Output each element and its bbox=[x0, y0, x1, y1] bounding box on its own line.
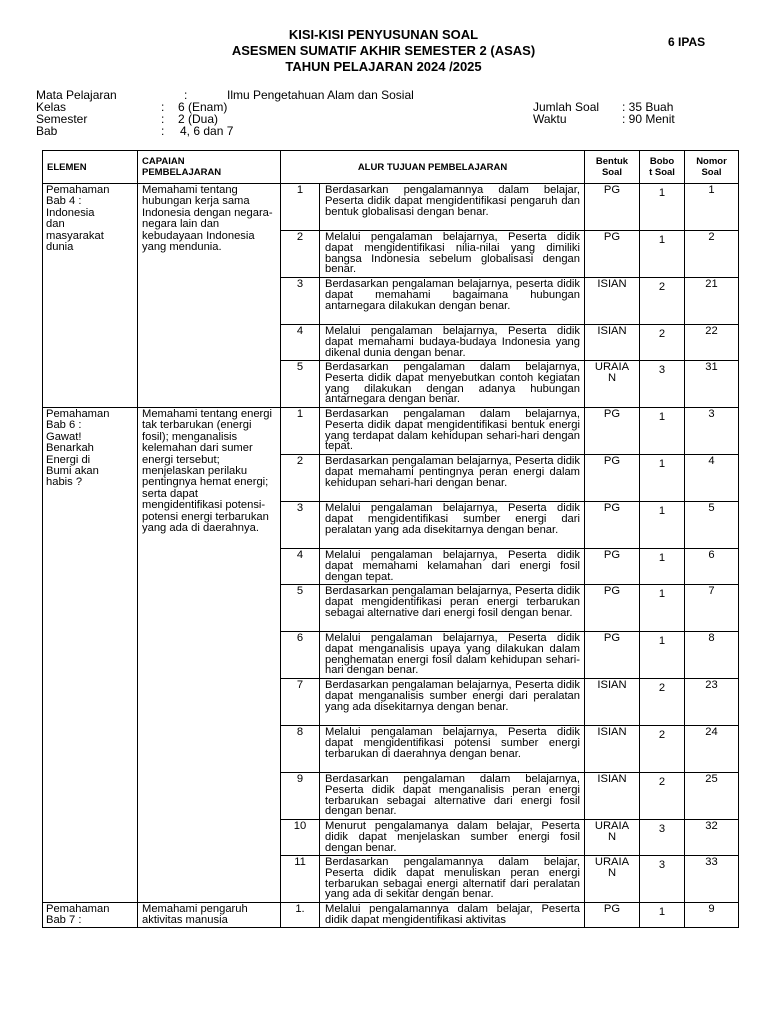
bab-sep: : bbox=[161, 124, 165, 138]
alur-tujuan-cell: Melalui pengalamannya dalam belajar, Peserta didik dapat mengidentifikasi aktivitas bbox=[320, 903, 585, 928]
alur-tujuan-cell: Berdasarkan pengalaman belajarnya, Peserta didik dapat mengidentifikasi peran energi terbarukan sebagai alternative dari energi fosil dengan benar. bbox=[320, 585, 585, 632]
row-number-cell: 11 bbox=[281, 856, 320, 903]
header-bentuk: Bentuk Soal bbox=[585, 151, 640, 184]
waktu-value: : 90 Menit bbox=[622, 112, 675, 126]
capaian-cell: Memahami tentang hubungan kerja sama Indonesia dengan negara-negara lain dan kebudayaan Indonesia yang mendunia. bbox=[138, 184, 281, 408]
bobot-soal-cell: 3 bbox=[640, 361, 685, 408]
nomor-soal-cell: 6 bbox=[685, 549, 739, 585]
row-number-cell: 9 bbox=[281, 773, 320, 820]
bentuk-soal-cell: ISIAN bbox=[585, 679, 640, 726]
row-number-cell: 3 bbox=[281, 278, 320, 325]
bentuk-soal-cell: PG bbox=[585, 585, 640, 632]
alur-tujuan-cell: Melalui pengalaman belajarnya, Peserta didik dapat memahami budaya-budaya Indonesia yang dikenal dunia dengan benar. bbox=[320, 325, 585, 361]
row-number-cell: 1. bbox=[281, 903, 320, 928]
nomor-soal-cell: 32 bbox=[685, 820, 739, 856]
table-row bbox=[43, 903, 739, 928]
bab-label: Bab bbox=[36, 124, 58, 138]
nomor-soal-cell: 2 bbox=[685, 231, 739, 278]
bobot-soal-cell: 2 bbox=[640, 679, 685, 726]
header-elemen: ELEMEN bbox=[43, 151, 138, 184]
nomor-soal-cell: 22 bbox=[685, 325, 739, 361]
bobot-soal-cell: 1 bbox=[640, 585, 685, 632]
bobot-soal-cell: 2 bbox=[640, 726, 685, 773]
row-number-cell: 2 bbox=[281, 455, 320, 502]
alur-tujuan-cell: Melalui pengalaman belajarnya, Peserta didik dapat mengidentifikasi potensi sumber energi terbarukan di daerahnya dengan benar. bbox=[320, 726, 585, 773]
bentuk-soal-cell: ISIAN bbox=[585, 726, 640, 773]
bentuk-soal-cell: PG bbox=[585, 455, 640, 502]
bentuk-soal-cell: PG bbox=[585, 502, 640, 549]
meta-left bbox=[36, 89, 496, 137]
row-number-cell: 6 bbox=[281, 632, 320, 679]
jumlah-value: : 35 Buah bbox=[622, 100, 674, 114]
nomor-soal-cell: 8 bbox=[685, 632, 739, 679]
header-bobot: Bobo t Soal bbox=[640, 151, 685, 184]
row-number-cell: 10 bbox=[281, 820, 320, 856]
row-number-cell: 1 bbox=[281, 184, 320, 231]
semester-value: 2 (Dua) bbox=[178, 112, 219, 126]
row-number-cell: 5 bbox=[281, 361, 320, 408]
kelas-label: Kelas bbox=[36, 100, 67, 114]
nomor-soal-cell: 33 bbox=[685, 856, 739, 903]
bobot-soal-cell: 1 bbox=[640, 502, 685, 549]
mapel-value: Ilmu Pengetahuan Alam dan Sosial bbox=[227, 88, 414, 102]
kelas-sep: : bbox=[161, 100, 165, 114]
bobot-soal-cell: 1 bbox=[640, 903, 685, 928]
table-row bbox=[43, 408, 739, 455]
title-line-2: ASESMEN SUMATIF AKHIR SEMESTER 2 (ASAS) bbox=[231, 43, 536, 58]
nomor-soal-cell: 7 bbox=[685, 585, 739, 632]
header-nomor: Nomor Soal bbox=[685, 151, 739, 184]
bentuk-soal-cell: PG bbox=[585, 184, 640, 231]
meta-right bbox=[533, 101, 733, 125]
document-title bbox=[0, 27, 768, 75]
bobot-soal-cell: 3 bbox=[640, 820, 685, 856]
alur-tujuan-cell: Menurut pengalamanya dalam belajar, Peserta didik dapat menjelaskan sumber energi fosil dengan benar. bbox=[320, 820, 585, 856]
alur-tujuan-cell: Berdasarkan pengalaman belajarnya, Peserta didik dapat menganalisis sumber energi dari peralatan yang ada disekitarnya dengan benar. bbox=[320, 679, 585, 726]
bobot-soal-cell: 1 bbox=[640, 184, 685, 231]
nomor-soal-cell: 24 bbox=[685, 726, 739, 773]
nomor-soal-cell: 21 bbox=[685, 278, 739, 325]
nomor-soal-cell: 1 bbox=[685, 184, 739, 231]
elemen-cell: Pemahaman Bab 7 : bbox=[43, 903, 138, 928]
jumlah-label: Jumlah Soal bbox=[533, 100, 600, 114]
alur-tujuan-cell: Melalui pengalaman belajarnya, Peserta didik dapat memahami kelamahan dari energi fosil dengan tepat. bbox=[320, 549, 585, 585]
alur-tujuan-cell: Melalui pengalaman belajarnya, Peserta didik dapat mengidentifikasi sumber energi dari peralatan yang ada disekitarnya dengan benar. bbox=[320, 502, 585, 549]
bentuk-soal-cell: PG bbox=[585, 231, 640, 278]
bentuk-soal-cell: PG bbox=[585, 408, 640, 455]
bobot-soal-cell: 2 bbox=[640, 278, 685, 325]
table-body bbox=[43, 184, 739, 928]
bentuk-soal-cell: URAIA N bbox=[585, 856, 640, 903]
semester-label: Semester bbox=[36, 112, 88, 126]
table-row bbox=[43, 184, 739, 231]
alur-tujuan-cell: Melalui pengalaman belajarnya, Peserta didik dapat menganalisis upaya yang dilakukan dalam penghematan energi fosil dalam kehidupan sehari-hari dengan benar. bbox=[320, 632, 585, 679]
nomor-soal-cell: 23 bbox=[685, 679, 739, 726]
alur-tujuan-cell: Berdasarkan pengalaman belajarnya, peserta didik dapat memahami bagaimana hubungan antarnegara dilakukan dengan benar. bbox=[320, 278, 585, 325]
row-number-cell: 8 bbox=[281, 726, 320, 773]
elemen-cell: Pemahaman Bab 6 : Gawat! Benarkah Energi di Bumi akan habis ? bbox=[43, 408, 138, 903]
bobot-soal-cell: 1 bbox=[640, 455, 685, 502]
row-number-cell: 4 bbox=[281, 325, 320, 361]
bobot-soal-cell: 1 bbox=[640, 408, 685, 455]
elemen-cell: Pemahaman Bab 4 : Indonesia dan masyarakat dunia bbox=[43, 184, 138, 408]
nomor-soal-cell: 31 bbox=[685, 361, 739, 408]
capaian-cell: Memahami pengaruh aktivitas manusia bbox=[138, 903, 281, 928]
semester-sep: : bbox=[161, 112, 165, 126]
mapel-sep: : bbox=[184, 88, 188, 102]
kisi-kisi-table bbox=[42, 150, 739, 928]
nomor-soal-cell: 4 bbox=[685, 455, 739, 502]
bentuk-soal-cell: ISIAN bbox=[585, 278, 640, 325]
bobot-soal-cell: 1 bbox=[640, 632, 685, 679]
alur-tujuan-cell: Berdasarkan pengalaman belajarnya, Peserta didik dapat memahami pentingnya peran energi dalam kehidupan sehari-hari dengan benar. bbox=[320, 455, 585, 502]
kelas-value: 6 (Enam) bbox=[178, 100, 228, 114]
waktu-label: Waktu bbox=[533, 112, 567, 126]
row-number-cell: 3 bbox=[281, 502, 320, 549]
title-line-3: TAHUN PELAJARAN 2024 /2025 bbox=[285, 59, 482, 74]
nomor-soal-cell: 25 bbox=[685, 773, 739, 820]
subject-tag: 6 IPAS bbox=[668, 35, 706, 49]
row-number-cell: 2 bbox=[281, 231, 320, 278]
bobot-soal-cell: 3 bbox=[640, 856, 685, 903]
row-number-cell: 5 bbox=[281, 585, 320, 632]
bentuk-soal-cell: URAIA N bbox=[585, 361, 640, 408]
bobot-soal-cell: 2 bbox=[640, 325, 685, 361]
bentuk-soal-cell: URAIA N bbox=[585, 820, 640, 856]
nomor-soal-cell: 9 bbox=[685, 903, 739, 928]
alur-tujuan-cell: Berdasarkan pengalaman dalam belajarnya, Peserta didik dapat menganalisis peran energi terbarukan sebagai alternative dari energi fosil dengan benar. bbox=[320, 773, 585, 820]
nomor-soal-cell: 5 bbox=[685, 502, 739, 549]
bab-value: 4, 6 dan 7 bbox=[180, 124, 234, 138]
bobot-soal-cell: 1 bbox=[640, 549, 685, 585]
alur-tujuan-cell: Melalui pengalaman belajarnya, Peserta didik dapat mengidentifikasi nilia-nilai yang dimiliki bangsa Indonesia sebelum globalisasi dengan benar. bbox=[320, 231, 585, 278]
alur-tujuan-cell: Berdasarkan pengalaman dalam belajarnya, Peserta didik dapat menyebutkan contoh kegiatan yang dilakukan dengan adanya hubungan antarnegara dengan benar. bbox=[320, 361, 585, 408]
bobot-soal-cell: 1 bbox=[640, 231, 685, 278]
alur-tujuan-cell: Berdasarkan pengalamannya dalam belajar, Peserta didik dapat mengidentifikasi pengaruh dan bentuk globalisasi dengan benar. bbox=[320, 184, 585, 231]
bentuk-soal-cell: PG bbox=[585, 903, 640, 928]
row-number-cell: 7 bbox=[281, 679, 320, 726]
row-number-cell: 1 bbox=[281, 408, 320, 455]
bentuk-soal-cell: PG bbox=[585, 632, 640, 679]
bentuk-soal-cell: ISIAN bbox=[585, 325, 640, 361]
title-line-1: KISI-KISI PENYUSUNAN SOAL bbox=[288, 27, 479, 42]
bentuk-soal-cell: PG bbox=[585, 549, 640, 585]
header-capaian: CAPAIAN PEMBELAJARAN bbox=[138, 151, 281, 184]
row-number-cell: 4 bbox=[281, 549, 320, 585]
nomor-soal-cell: 3 bbox=[685, 408, 739, 455]
alur-tujuan-cell: Berdasarkan pengalamannya dalam belajar, Peserta didik dapat menuliskan peran energi terbarukan sebagai energi alternatif dari peralatan yang ada di sekitar dengan benar. bbox=[320, 856, 585, 903]
bobot-soal-cell: 2 bbox=[640, 773, 685, 820]
capaian-cell: Memahami tentang energi tak terbarukan (energi fosil); menganalisis kelemahan dari sumer energi tersebut; menjelaskan perilaku pentingnya hemat energi; serta dapat mengidentifikasi potensi-potensi energi terbarukan yang ada di daerahnya. bbox=[138, 408, 281, 903]
header-alur: ALUR TUJUAN PEMBELAJARAN bbox=[281, 151, 585, 184]
alur-tujuan-cell: Berdasarkan pengalaman dalam belajarnya, Peserta didik dapat mengidentifikasi bentuk energi yang terdapat dalam kehidupan sehari-hari dengan tepat. bbox=[320, 408, 585, 455]
mapel-label: Mata Pelajaran bbox=[36, 88, 117, 102]
bentuk-soal-cell: ISIAN bbox=[585, 773, 640, 820]
